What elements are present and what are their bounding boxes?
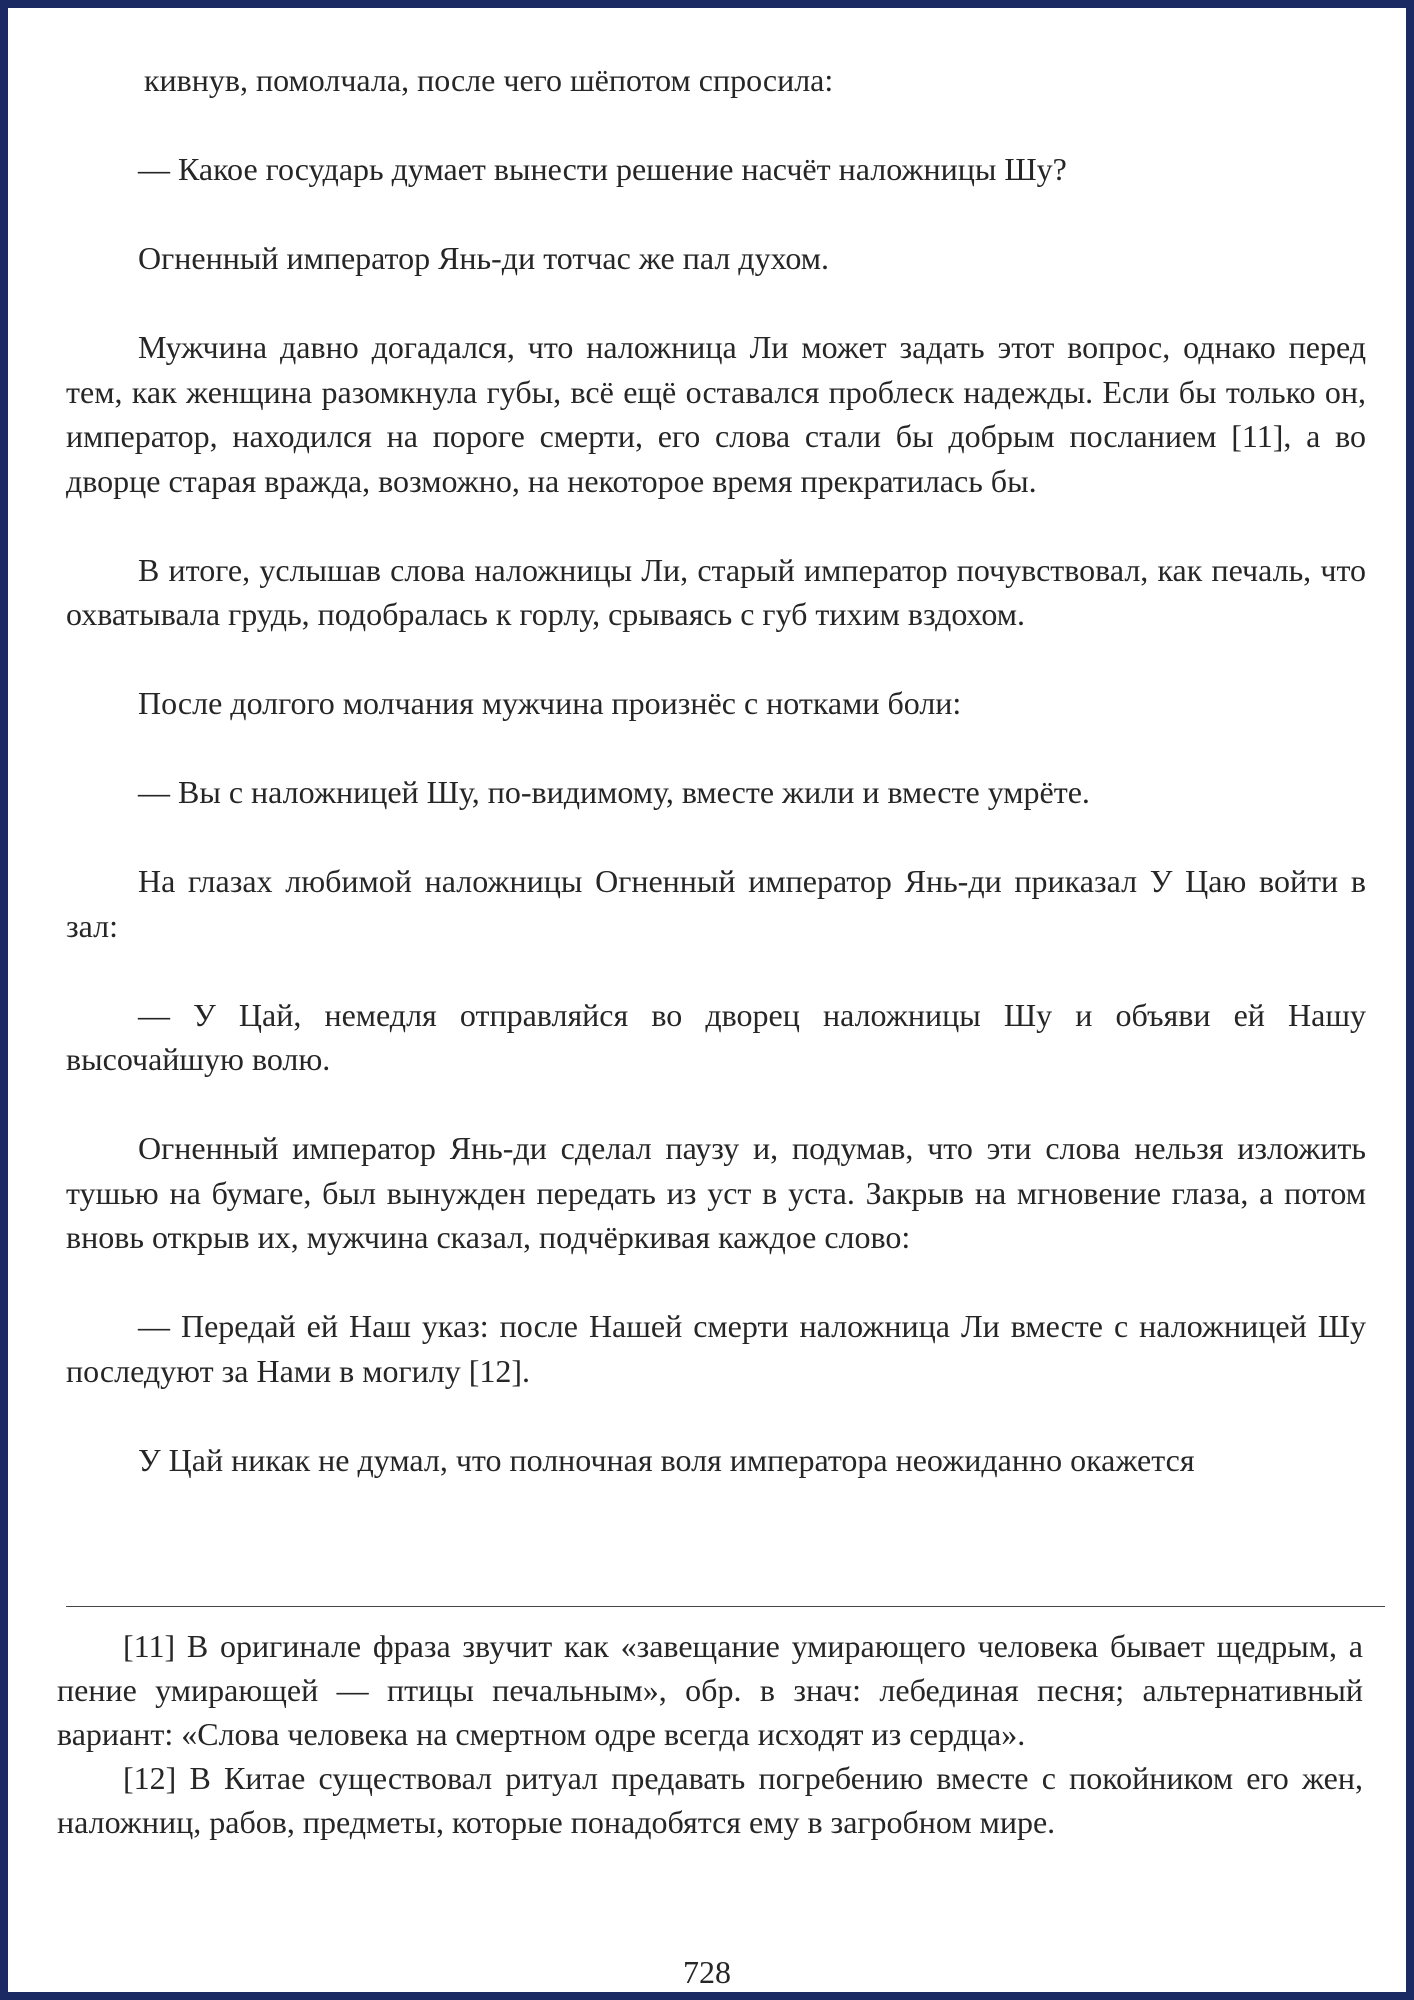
footnote-divider bbox=[66, 1606, 1385, 1607]
paragraph: У Цай никак не думал, что полночная воля императора неожиданно окажется bbox=[138, 1441, 1195, 1478]
paragraph: После долгого молчания мужчина произнёс с нотками боли: bbox=[138, 685, 962, 721]
main-text bbox=[66, 58, 1366, 1482]
paragraph: — Вы с наложницей Шу, по-видимому, вместе жили и вместе умрёте. bbox=[138, 774, 1090, 810]
paragraph: На глазах любимой наложницы Огненный император Янь-ди приказал У Цаю войти в зал: bbox=[66, 863, 1366, 944]
footnotes bbox=[57, 1624, 1363, 1844]
paragraph: — Какое государь думает вынести решение насчёт наложницы Шу? bbox=[138, 151, 1067, 187]
paragraph: — Передай ей Наш указ: после Нашей смерти наложница Ли вместе с наложницей Шу последуют за Нами в могилу [12]. bbox=[66, 1308, 1366, 1389]
footnote-12: [12] В Китае существовал ритуал предавать погребению вместе с покойником его жен, наложниц, рабов, предметы, которые понадобятся ему в загробном мире. bbox=[57, 1760, 1363, 1840]
paragraph: Огненный император Янь-ди тотчас же пал духом. bbox=[138, 240, 829, 276]
footnote-11: [11] В оригинале фраза звучит как «завещание умирающего человека бывает щедрым, а пение умирающей — птицы печальным», обр. в знач: лебединая песня; альтернативный вариант: «Слова человека на смертном одре всегда исходят из сердца». bbox=[57, 1628, 1363, 1752]
page-number: 728 bbox=[683, 1954, 731, 1990]
paragraph: Огненный император Янь-ди сделал паузу и, подумав, что эти слова нельзя изложить тушью на бумаге, был вынужден передать из уст в уста. Закрыв на мгновение глаза, а потом вновь открыв их, мужчина сказал, подчёркивая каждое слово: bbox=[66, 1130, 1366, 1255]
paragraph: В итоге, услышав слова наложницы Ли, старый император почувствовал, как печаль, что охватывала грудь, подобралась к горлу, срываясь с губ тихим вздохом. bbox=[66, 551, 1366, 632]
paragraph: — У Цай, немедля отправляйся во дворец наложницы Шу и объяви ей Нашу высочайшую волю. bbox=[66, 996, 1366, 1077]
paragraph: Мужчина давно догадался, что наложница Ли может задать этот вопрос, однако перед тем, как женщина разомкнула губы, всё ещё оставался проблеск надежды. Если бы только он, император, находился на пороге смерти, его слова стали бы добрым посланием [11], а во дворце старая вражда, возможно, на некоторое время прекратилась бы. bbox=[66, 329, 1366, 499]
paragraph: кивнув, помолчала, после чего шёпотом спросила: bbox=[144, 62, 834, 98]
book-page bbox=[8, 8, 1406, 1992]
